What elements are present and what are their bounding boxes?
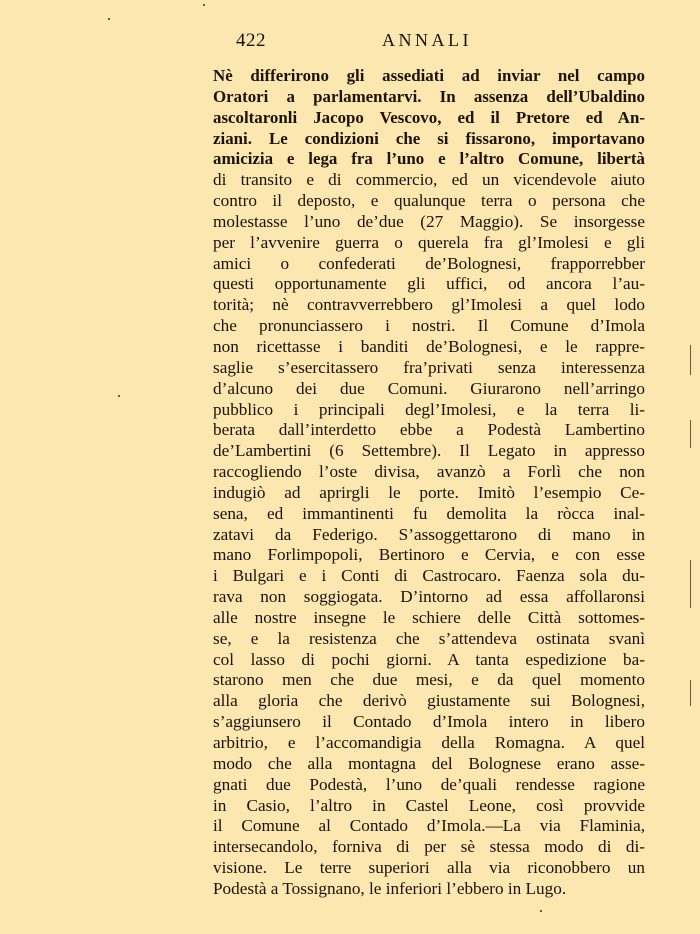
text-line: raccogliendo l’oste divisa, avanzò a Forlì che non (213, 462, 645, 482)
scan-speck (118, 395, 120, 397)
margin-mark (690, 560, 691, 608)
text-line: modo che alla montagna del Bolognese erano asse- (213, 753, 645, 773)
text-line: non ricettasse i banditi de’Bolognesi, e le rappre- (213, 336, 645, 356)
text-line: saglie s’esercitassero fra’privati senza interessenza (213, 357, 645, 377)
text-line: ziani. Le condizioni che si fissarono, importavano (213, 128, 645, 148)
text-line: s’aggiunsero il Contado d’Imola intero in libero (213, 712, 645, 732)
scan-speck (540, 910, 542, 912)
text-line: Podestà a Tossignano, le inferiori l’ebbero in Lugo. (213, 878, 567, 898)
text-line: arbitrio, e l’accomandigia della Romagna. A quel (213, 733, 645, 752)
text-line: amicizia e lega fra l’uno e l’altro Comune, libertà (213, 149, 645, 169)
text-line: indugiò ad aprirgli le porte. Imitò l’esempio Ce- (213, 482, 645, 502)
scan-speck (108, 18, 110, 20)
text-line: col lasso di pochi giorni. A tanta espedizione ba- (213, 649, 645, 669)
page-number: 422 (236, 30, 266, 51)
text-line: berata dall’interdetto ebbe a Podestà Lambertino (213, 420, 645, 440)
text-line: contro il deposto, e qualunque terra o persona che (213, 191, 645, 211)
text-line: Oratori a parlamentarvi. In assenza dell’Ubaldino (213, 86, 645, 106)
body-text (213, 66, 645, 900)
text-line: rava non soggiogata. D’intorno ad essa affollaronsi (213, 587, 645, 607)
page-header (236, 30, 496, 58)
text-line: i Bulgari e i Conti di Castrocaro. Faenza sola du- (213, 566, 645, 586)
margin-mark (690, 420, 691, 448)
text-line: gnati due Podestà, l’uno de’quali rendesse ragione (213, 774, 645, 794)
text-line: visione. Le terre superiori alla via riconobbero un (213, 858, 645, 878)
text-line: questi opportunamente gli uffici, od ancora l’au- (213, 274, 645, 294)
text-line: di transito e di commercio, ed un vicendevole aiuto (213, 170, 645, 190)
text-line: d’alcuno dei due Comuni. Giurarono nell’arringo (213, 378, 645, 398)
text-line: alle nostre insegne le schiere delle Città sottomes- (213, 607, 645, 627)
text-line: in Casio, l’altro in Castel Leone, così provvide (213, 795, 645, 815)
scan-speck (203, 4, 205, 6)
text-line: Nè differirono gli assediati ad inviar nel campo (213, 66, 645, 85)
text-line: mano Forlimpopoli, Bertinoro e Cervia, e con esse (213, 545, 645, 565)
margin-mark (690, 345, 691, 375)
text-line: pubblico i principali degl’Imolesi, e la terra li- (213, 399, 645, 419)
text-line: amici o confederati de’Bolognesi, frapporrebber (213, 253, 645, 273)
text-line: se, e la resistenza che s’attendeva ostinata svanì (213, 628, 645, 648)
text-line: de’Lambertini (6 Settembre). Il Legato in appresso (213, 441, 645, 461)
margin-mark (690, 680, 691, 706)
text-line: ascoltaronli Jacopo Vescovo, ed il Pretore ed An- (213, 107, 645, 127)
text-line: zatavi da Federigo. S’assoggettarono di mano in (213, 524, 645, 544)
text-line: starono men che due mesi, e da quel momento (213, 670, 645, 690)
text-line: intersecandolo, forniva di per sè stessa modo di di- (213, 837, 645, 857)
text-line: per l’avvenire guerra o querela fra gl’Imolesi e gli (213, 232, 645, 252)
running-title: ANNALI (382, 30, 472, 50)
text-line: alla gloria che derivò giustamente sui Bolognesi, (213, 691, 645, 711)
text-line: molestasse l’uno de’due (27 Maggio). Se insorgesse (213, 211, 645, 231)
text-line: il Comune al Contado d’Imola.—La via Flaminia, (213, 816, 645, 836)
text-line: che pronunciassero i nostri. Il Comune d’Imola (213, 316, 645, 336)
text-line: sena, ed immantinenti fu demolita la ròcca inal- (213, 503, 645, 523)
text-line: torità; nè contravverrebbero gl’Imolesi a quel lodo (213, 295, 645, 315)
